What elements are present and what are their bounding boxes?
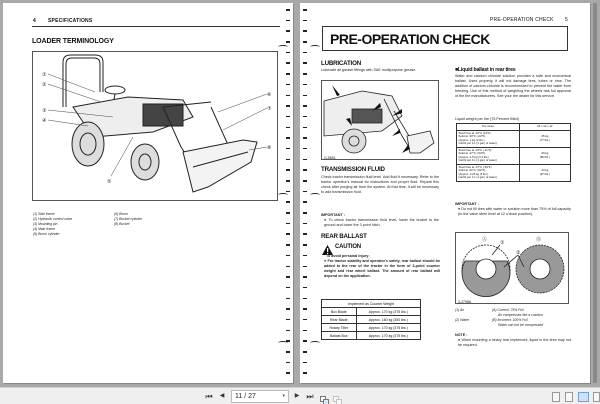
tire-legend-left: (1) Air (2) Water: [455, 308, 470, 322]
go-forward-view-icon[interactable]: [333, 392, 342, 401]
lubrication-text: Lubricate all grease fittings with SAE multipurpose grease.: [321, 68, 417, 72]
liquid-ballast-text: Water and calcium chloride solution provides a safe and economical ballast. Used properly, it will not damage tires, tubes or rims. The addition of calcium chloride is recommended to prevent the water from freezing. Use of this method of weighting the wheels has full approval of the tire manufacturers. See your tire dealer for this service.: [455, 74, 571, 98]
continuous-view-icon[interactable]: [565, 392, 573, 402]
lubrication-title: LUBRICATION: [321, 60, 361, 67]
tire-ballast-figure: [455, 232, 569, 304]
lubrication-figure: [321, 80, 439, 160]
note-label: NOTE :: [455, 333, 468, 337]
transmission-text: Check tractor transmission fluid level. Add fluid if necessary. Refer to the tractor operator's manual for instructions and proper fluid. Repeat this check after purging air from the system. At that time, it will be necessary to add transmission fluid.: [321, 175, 439, 194]
page-number-input[interactable]: 11 / 27 ▾: [231, 390, 289, 403]
svg-text:④: ④: [42, 118, 47, 124]
note-text: ● When mounting a heavy rear implement, liquid in the tires may not be required.: [458, 338, 571, 347]
svg-text:G-5691: G-5691: [324, 156, 336, 160]
rear-ballast-title: REAR BALLAST: [321, 233, 367, 240]
transmission-title: TRANSMISSION FLUID: [321, 166, 385, 173]
page-number: 4: [33, 18, 36, 24]
last-page-button[interactable]: ⏭: [306, 392, 314, 401]
table-row: Box Blade Approx. 170 kg (375 lbs.): [322, 308, 421, 316]
counter-weight-table: Implement as Counter Weight Box Blade Approx. 170 kg (375 lbs.) Rear Blade Approx. 160 kg (350 lbs.) Rotary Tiller Approx. 170 kg (375 lbs.) Ballast Box Approx. 170 kg (375 lbs.): [321, 299, 421, 340]
page-title: PRE-OPERATION CHECK: [322, 26, 568, 51]
section-title: LOADER TERMINOLOGY: [32, 38, 114, 45]
svg-text:Ⓑ: Ⓑ: [536, 237, 542, 243]
header-rule: [32, 26, 280, 27]
svg-text:3-2798A: 3-2798A: [458, 300, 472, 304]
lubrication-illustration: [322, 81, 440, 161]
svg-text:③: ③: [42, 108, 47, 114]
svg-text:⑦: ⑦: [267, 106, 272, 112]
navigation-toolbar: [0, 387, 600, 404]
loader-figure: [32, 51, 278, 201]
first-page-button[interactable]: ⏮: [205, 392, 213, 401]
single-page-view-icon[interactable]: [552, 392, 560, 402]
tire-illustration: [456, 233, 570, 305]
liquid-important-label: IMPORTANT :: [455, 202, 479, 206]
go-back-view-icon[interactable]: [320, 392, 329, 401]
liquid-ballast-title: ■Liquid ballast in rear tires: [455, 67, 516, 73]
page-right: [300, 3, 590, 383]
svg-text:①: ①: [42, 72, 47, 78]
page-header: SPECIFICATIONS: [48, 18, 93, 24]
liquid-weight-table: Tire sizes 24 x 12 x 12 Slush free at -10°C (14°F) Solid at -30°C (-22°F) (Approx. 1 kg (2 lbs.) CaCl2 per 4 L (1 gal.) of water) 35 kg (77 lbs.) Slush free at -24°C (-11°F) Solid at -47°C (-53°F) (Approx. 1.5 kg (3.3 lbs.) CaCl2 per 4 L (1 gal.) of water) 39 kg (86 lbs.) Slush free at -47°C (-53°F) Solid at -52°C (-62°F) (Approx. 2.25 kg (5 lbs.) CaCl2 per 4 L (1 gal.) of water) 44 kg (97 lbs.): [456, 123, 571, 182]
tractor-loader-illustration: [33, 52, 279, 202]
caution-subtitle: To avoid personal injury:: [326, 254, 370, 258]
chevron-down-icon[interactable]: ▾: [282, 393, 285, 399]
page-left: [3, 3, 293, 383]
svg-text:②: ②: [42, 82, 47, 88]
tire-legend-right: (A) Correct: 75% Full Air compresses like a cushion (B) Incorrect: 100% Full Water can not be compressed: [492, 308, 544, 327]
table-row: Slush free at -24°C (-11°F) Solid at -47°C (-53°F) (Approx. 1.5 kg (3.3 lbs.) CaCl2 per 4 L (1 gal.) of water) 39 kg (86 lbs.): [457, 147, 571, 164]
svg-text:①: ①: [500, 240, 505, 246]
svg-text:②: ②: [516, 250, 521, 256]
table-row: Slush free at -47°C (-53°F) Solid at -52°C (-62°F) (Approx. 2.25 kg (5 lbs.) CaCl2 per 4 L (1 gal.) of water) 44 kg (97 lbs.): [457, 164, 571, 181]
table-row: Slush free at -10°C (14°F) Solid at -30°C (-22°F) (Approx. 1 kg (2 lbs.) CaCl2 per 4 L (1 gal.) of water) 35 kg (77 lbs.): [457, 130, 571, 147]
warning-icon: [322, 242, 333, 252]
page-header: PRE-OPERATION CHECK: [490, 17, 554, 23]
legend-column-1: (1) Side frame (2) Hydraulic control valve (3) Mounting pin (4) Main frame (5) Boom cylinder: [33, 212, 73, 236]
transmission-important-text: ● To check tractor transmission fluid level, lower the bucket to the ground and lower the 3 point hitch.: [324, 218, 440, 227]
liquid-important-text: ● Do not fill tires with water or solution more than 75% of full capacity (to the valve stem level at 12 o'clock position).: [458, 207, 571, 216]
spiral-binding-right: [300, 3, 310, 383]
legend-column-2: (6) Boom (7) Bucket cylinder (8) Bucket: [114, 212, 143, 226]
svg-text:⑤: ⑤: [107, 179, 112, 185]
table-row: Rotary Tiller Approx. 170 kg (375 lbs.): [322, 324, 421, 332]
transmission-important-label: IMPORTANT :: [321, 213, 345, 217]
svg-text:⑧: ⑧: [267, 145, 272, 151]
previous-page-button[interactable]: ◀: [219, 393, 225, 399]
svg-text:⑥: ⑥: [267, 92, 272, 98]
svg-text:Ⓐ: Ⓐ: [482, 237, 488, 243]
liquid-table-caption: Liquid weight per tire (75 Percent filled): [455, 117, 519, 121]
table-row: Rear Blade Approx. 160 kg (350 lbs.): [322, 316, 421, 324]
caution-label: CAUTION: [335, 244, 361, 250]
caution-text: ● For tractor stability and operator's safety, rear ballast should be added to the rear of the tractor in the form of 3-point counter weight and rear wheel ballast. The amount of rear ballast will depend on the application.: [324, 259, 440, 278]
facing-pages-view-icon[interactable]: [578, 392, 589, 402]
vertical-scrollbar[interactable]: [593, 3, 597, 383]
next-page-button[interactable]: ▶: [294, 393, 300, 399]
continuous-facing-view-icon[interactable]: [593, 392, 600, 402]
table-row: Ballast Box Approx. 170 kg (375 lbs.): [322, 332, 421, 340]
page-number: 5: [565, 17, 568, 23]
